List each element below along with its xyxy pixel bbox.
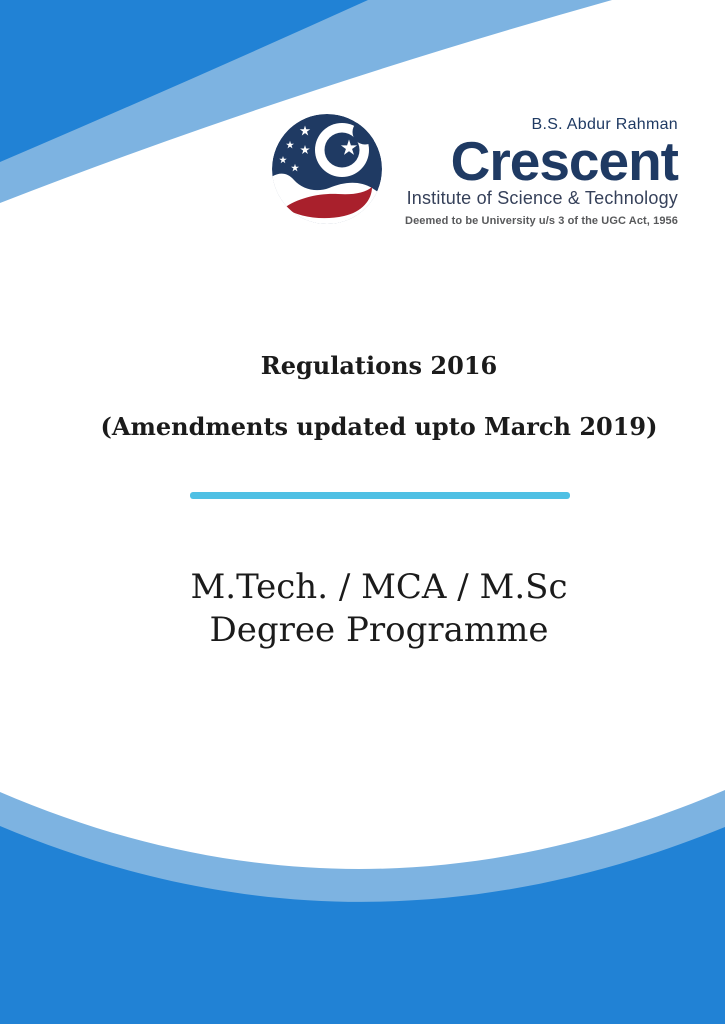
programme-line-2: Degree Programme [209,609,549,650]
logo-pretitle: B.S. Abdur Rahman [531,116,678,133]
logo-text-block [386,112,678,227]
logo-wordmark: Crescent [450,129,678,192]
divider-rule [190,492,570,499]
programme-line-1: M.Tech. / MCA / M.Sc [190,567,568,607]
logo-subtitle: Institute of Science & Technology [406,188,678,209]
amendments-subtitle: (Amendments updated upto March 2019) [100,412,658,441]
regulations-title: Regulations 2016 [260,351,498,380]
crescent-emblem-icon [272,114,382,224]
logo-tagline: Deemed to be University u/s 3 of the UGC Act, 1956 [405,215,678,228]
university-logo [272,112,678,237]
programme-title [33,566,725,652]
